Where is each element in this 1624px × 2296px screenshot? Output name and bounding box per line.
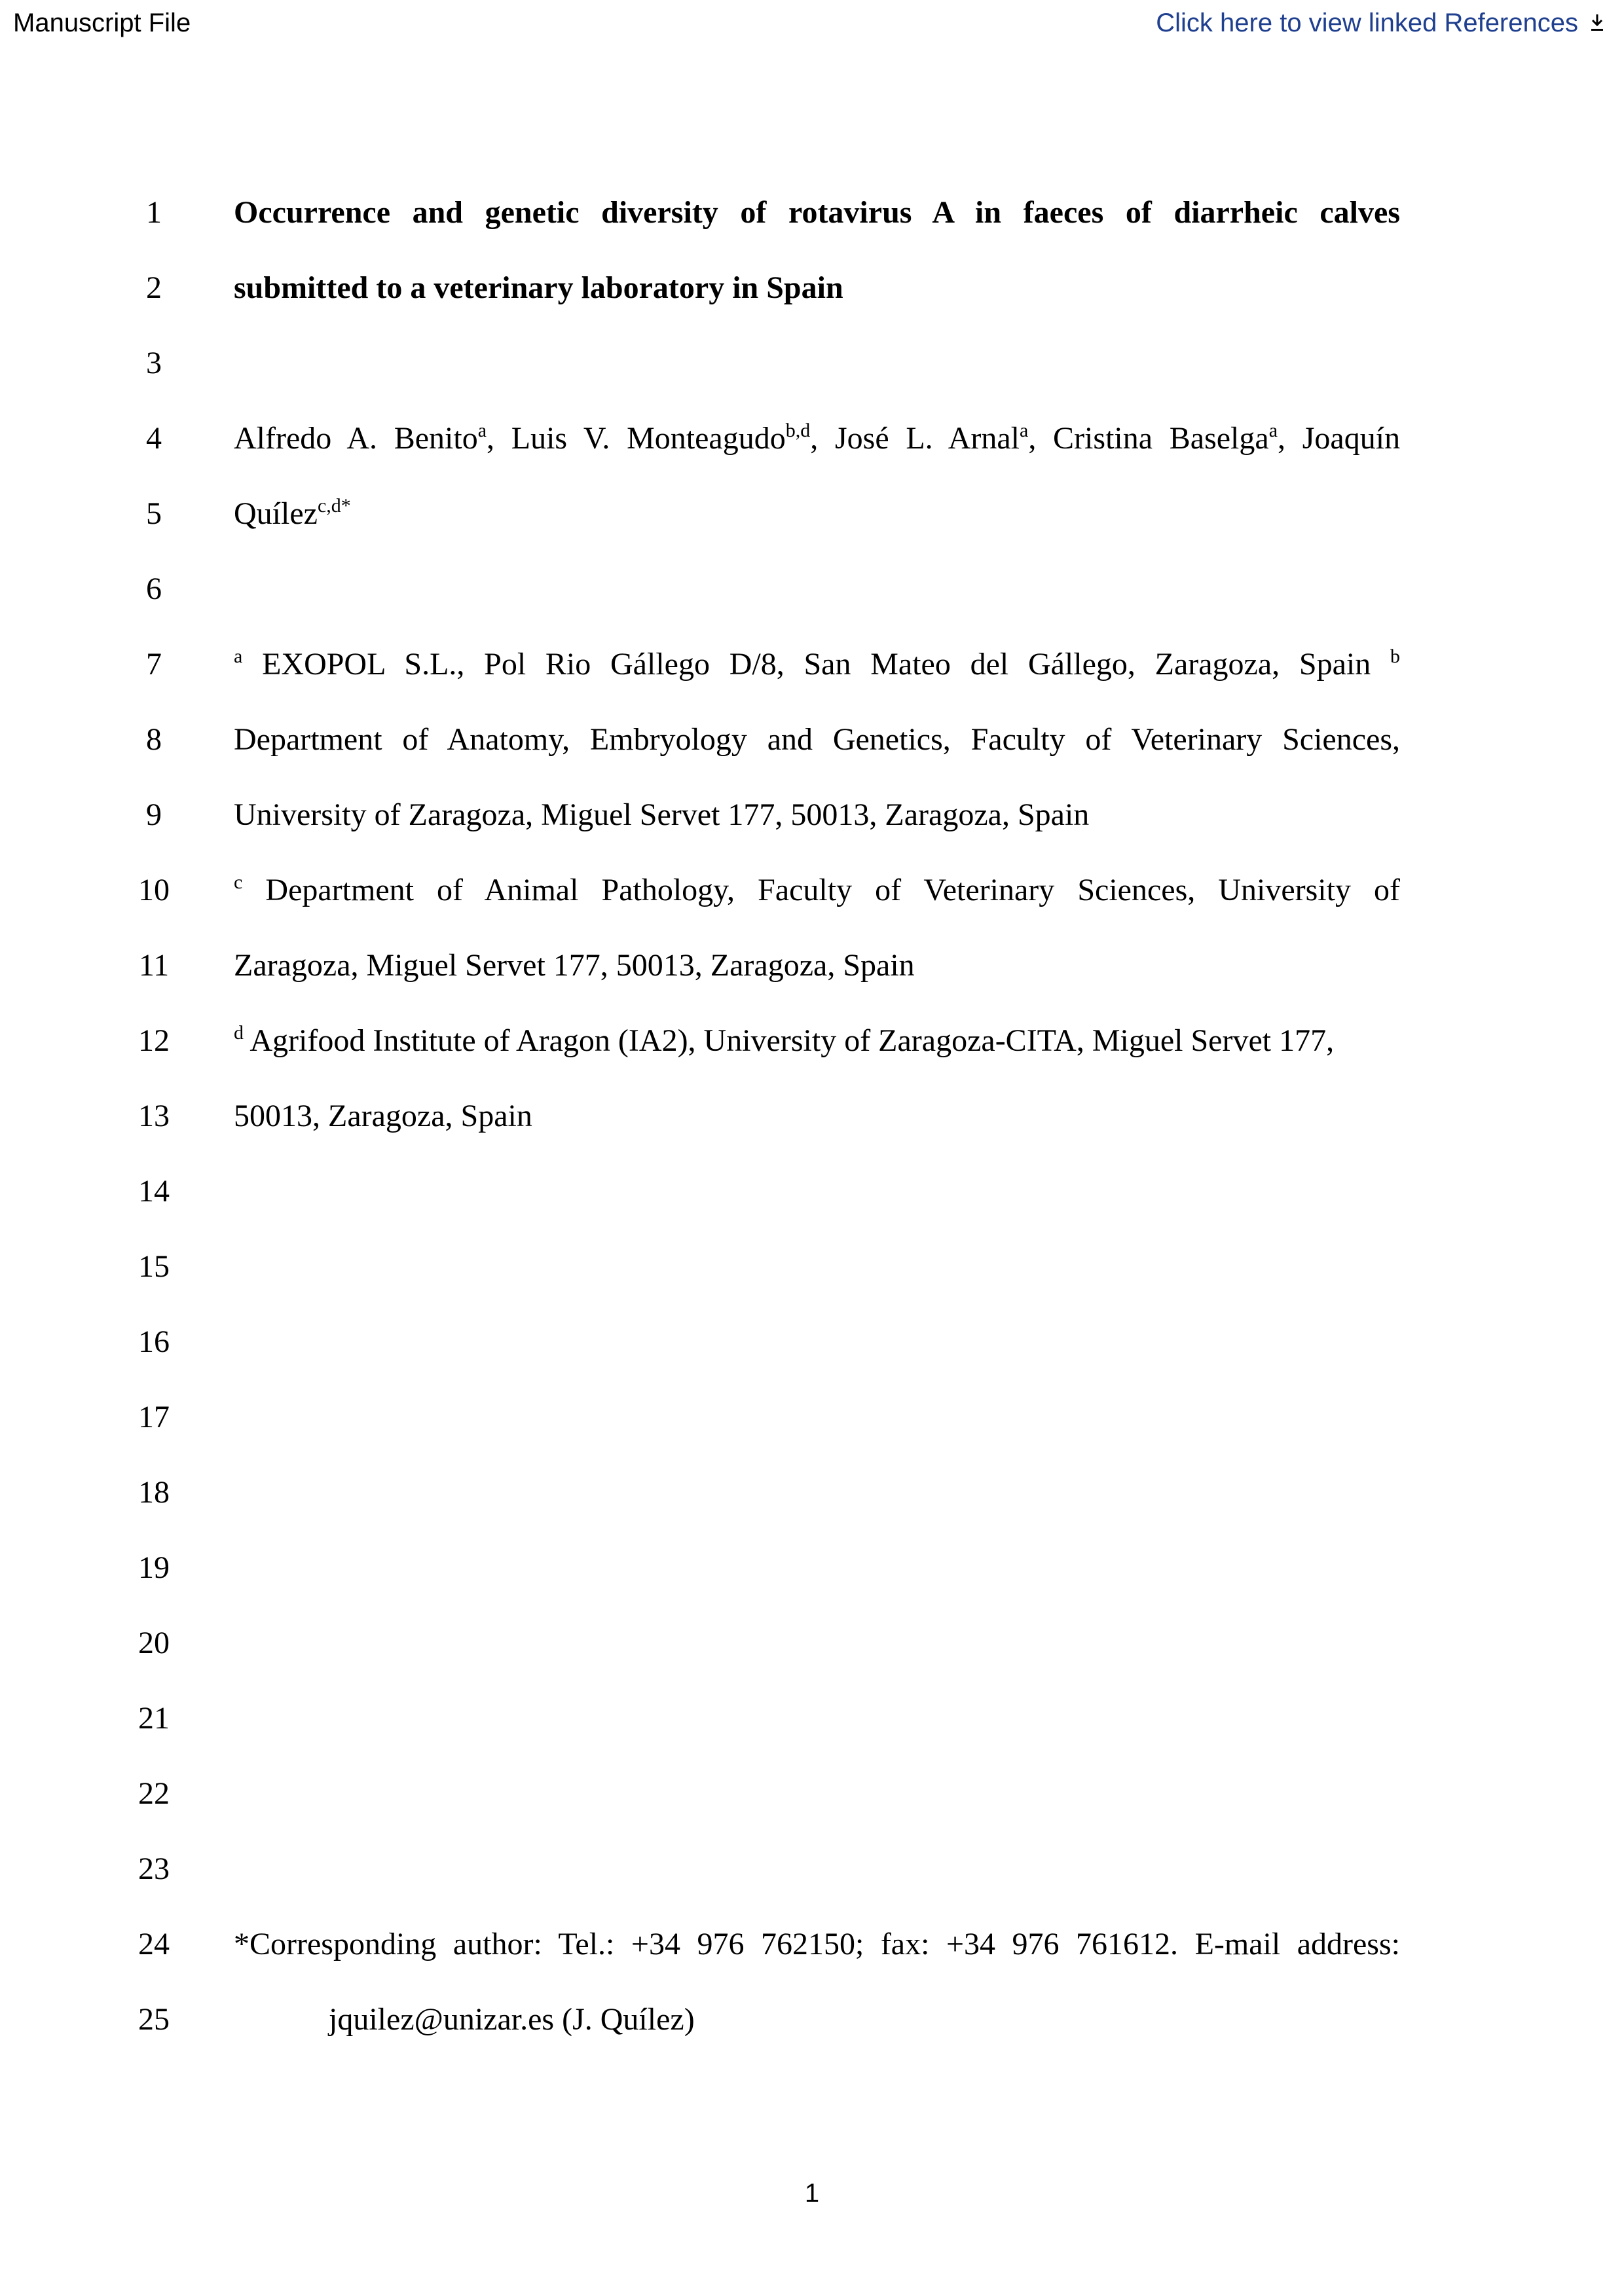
- line-number: 11: [138, 948, 170, 983]
- author-name: Joaquín: [1302, 421, 1401, 456]
- author-name: Quílez: [234, 496, 318, 531]
- affiliation-d-line-2: 50013, Zaragoza, Spain: [234, 1099, 532, 1133]
- line-number: 10: [138, 873, 170, 907]
- line-number: 22: [138, 1776, 170, 1811]
- line-number: 6: [146, 572, 162, 606]
- author-affiliation-mark: c,d*: [317, 495, 351, 517]
- author-affiliation-mark: a: [1020, 420, 1029, 441]
- author-name: Alfredo A. Benito: [234, 421, 478, 456]
- author-affiliation-mark: a: [477, 420, 487, 441]
- line-number: 13: [138, 1099, 170, 1133]
- title-line-2: submitted to a veterinary laboratory in Spain: [234, 270, 843, 305]
- line-number: 24: [138, 1927, 170, 1961]
- line-number: 5: [146, 496, 162, 531]
- email-address: jquilez@unizar.es: [329, 2002, 555, 2037]
- affiliation-mark: c: [234, 871, 243, 893]
- affiliation-text: Agrifood Institute of Aragon (IA2), University of Zaragoza-CITA, Miguel Servet 177,: [249, 1023, 1335, 1058]
- authors-line-2: [234, 494, 1400, 534]
- line-number: 18: [138, 1475, 170, 1510]
- line-number: 23: [138, 1851, 170, 1886]
- corresponding-author-line-1: *Corresponding author: Tel.: +34 976 762150; fax: +34 976 761612. E-mail address:: [234, 1927, 1400, 1961]
- author-affiliation-mark: b,d: [785, 420, 811, 441]
- corresponding-author-line-2: [329, 2000, 1376, 2039]
- line-number: 3: [146, 346, 162, 380]
- line-number: 1: [146, 195, 162, 230]
- affiliation-c-line-2: Zaragoza, Miguel Servet 177, 50013, Zaragoza, Spain: [234, 948, 915, 983]
- line-number: 20: [138, 1626, 170, 1660]
- line-number: 21: [138, 1701, 170, 1736]
- manuscript-file-label: Manuscript File: [13, 9, 191, 37]
- authors-line-1: Alfredo A. Benito$^a$, Luis V. Monteagudo$^{b,d}$, José L. Arnal$^a$, Cristina Baselga$^a$, Joaquín: [234, 420, 1401, 456]
- affiliation-mark: b: [1390, 646, 1400, 667]
- line-number: 9: [146, 797, 162, 832]
- line-number: 17: [138, 1400, 170, 1434]
- line-number: 7: [146, 647, 162, 682]
- affiliation-c-line-1: [234, 871, 1400, 910]
- line-number: 16: [138, 1324, 170, 1359]
- linked-references-link[interactable]: [1156, 7, 1604, 39]
- line-number: 25: [138, 2002, 170, 2037]
- affiliation-d-line-1: [234, 1021, 1400, 1061]
- line-number: 15: [138, 1249, 170, 1284]
- affiliation-mark: d: [234, 1022, 244, 1044]
- title-line-1: Occurrence and genetic diversity of rotavirus A in faeces of diarrheic calves: [234, 195, 1400, 230]
- linked-references-label[interactable]: Click here to view linked References: [1156, 9, 1578, 37]
- affiliation-b-line-2: University of Zaragoza, Miguel Servet 177, 50013, Zaragoza, Spain: [234, 797, 1090, 832]
- author-name: Luis V. Monteagudo: [511, 421, 786, 456]
- affiliation-text: Department of Animal Pathology, Faculty of Veterinary Sciences, University of: [265, 873, 1401, 907]
- affiliation-a: [234, 645, 1400, 684]
- author-name: José L. Arnal: [834, 421, 1020, 456]
- line-number: 2: [146, 270, 162, 305]
- line-number: 4: [146, 421, 162, 456]
- affiliation-text: EXOPOL S.L., Pol Rio Gállego D/8, San Mateo del Gállego, Zaragoza, Spain: [262, 647, 1371, 682]
- line-number: 8: [146, 722, 162, 757]
- page-number: 1: [804, 2179, 820, 2208]
- line-number: 12: [138, 1023, 170, 1058]
- author-name: Cristina Baselga: [1053, 421, 1269, 456]
- affiliation-mark: a: [234, 646, 243, 667]
- author-affiliation-mark: a: [1268, 420, 1278, 441]
- line-number: 14: [138, 1174, 170, 1209]
- affiliation-b-line-1: Department of Anatomy, Embryology and Genetics, Faculty of Veterinary Sciences,: [234, 722, 1400, 757]
- author-initials: (J. Quílez): [554, 2002, 695, 2037]
- line-number: 19: [138, 1550, 170, 1585]
- download-icon[interactable]: [1590, 13, 1604, 33]
